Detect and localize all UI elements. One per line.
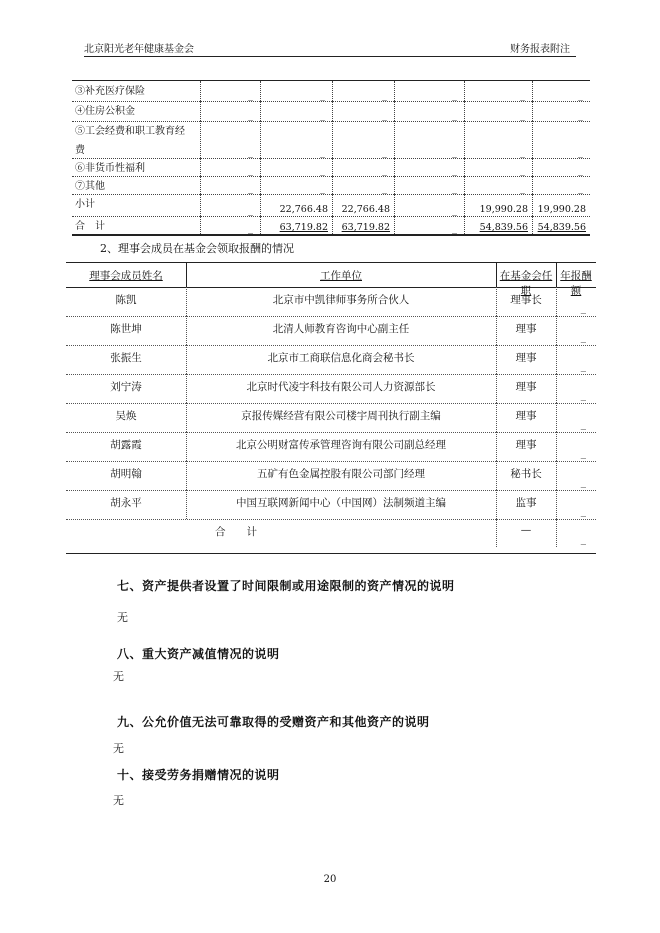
member-pay: _ [580, 505, 586, 517]
salary-detail-table [72, 80, 590, 234]
member-unit: 五矿有色金属控股有限公司部门经理 [257, 468, 425, 480]
table-row [66, 374, 596, 404]
table-cell: _ [520, 183, 525, 194]
table-cell: _ [320, 90, 325, 101]
section-8-body: 无 [113, 670, 124, 683]
table-cell: _ [452, 110, 457, 121]
section-2-title: 2、理事会成员在基金会领取报酬的情况 [100, 242, 294, 255]
table-row [72, 194, 590, 217]
total-row [66, 519, 596, 547]
table-cell: 22,766.48 [279, 204, 328, 215]
member-name: 陈凯 [115, 294, 137, 306]
member-name: 刘宁涛 [110, 381, 142, 393]
table-cell: _ [248, 90, 253, 101]
member-pay: _ [580, 447, 586, 459]
member-role: 理事 [515, 381, 537, 393]
table-row [72, 176, 590, 195]
table-cell: _ [382, 110, 387, 121]
member-name: 胡永平 [110, 497, 142, 509]
col-header-role: 在基金会任职 [499, 270, 553, 297]
table-cell: _ [520, 147, 525, 158]
table-cell: _ [382, 183, 387, 194]
member-pay: _ [580, 476, 586, 488]
member-pay: _ [580, 418, 586, 430]
board-members-table [66, 262, 596, 554]
row-label: 合 计 [75, 221, 105, 232]
member-role: 监事 [515, 497, 537, 509]
table-cell: 19,990.28 [479, 204, 528, 215]
member-unit: 北京时代凌宇科技有限公司人力资源部长 [246, 381, 436, 393]
page-header [84, 38, 576, 57]
member-name: 陈世坤 [110, 323, 142, 335]
table-header-row [66, 263, 596, 297]
table-cell: _ [320, 183, 325, 194]
section-9-title: 九、公允价值无法可靠取得的受赠资产和其他资产的说明 [117, 715, 430, 729]
member-pay: _ [580, 331, 586, 343]
table-cell: _ [520, 110, 525, 121]
section-8-title: 八、重大资产减值情况的说明 [117, 647, 280, 661]
total-label: 合 计 [215, 526, 257, 538]
table-cell: _ [382, 90, 387, 101]
table-row [66, 461, 596, 491]
table-cell: _ [452, 147, 457, 158]
member-role: 理事长 [510, 294, 542, 306]
table-cell: _ [382, 165, 387, 176]
section-10-title: 十、接受劳务捐赠情况的说明 [117, 768, 280, 782]
table-cell: 63,719.82 [341, 222, 390, 233]
table-cell: _ [452, 90, 457, 101]
table-cell: _ [520, 90, 525, 101]
row-label: ⑥非货币性福利 [75, 163, 145, 174]
member-unit: 北清人师教育咨询中心副主任 [272, 323, 410, 335]
section-7-title: 七、资产提供者设置了时间限制或用途限制的资产情况的说明 [117, 579, 455, 593]
table-cell: 63,719.82 [279, 222, 328, 233]
col-header-unit: 工作单位 [320, 270, 362, 282]
table-cell: _ [520, 165, 525, 176]
section-10-body: 无 [113, 794, 124, 807]
header-doc-title: 财务报表附注 [510, 44, 570, 55]
member-name: 吴焕 [115, 410, 137, 422]
table-cell: _ [248, 223, 253, 234]
member-role: 秘书长 [510, 468, 542, 480]
row-label: ④住房公积金 [75, 106, 135, 117]
table-cell: _ [578, 165, 583, 176]
member-role: 理事 [515, 439, 537, 451]
table-cell: _ [578, 183, 583, 194]
table-cell: _ [382, 147, 387, 158]
member-unit: 北京市工商联信息化商会秘书长 [267, 352, 415, 364]
table-cell: _ [578, 147, 583, 158]
table-cell: 19,990.28 [537, 204, 586, 215]
section-7-body: 无 [117, 611, 128, 624]
member-name: 胡明翰 [110, 468, 142, 480]
table-row [72, 121, 590, 159]
table-cell: 54,839.56 [537, 222, 586, 233]
member-unit: 北京公明财富传承管理咨询有限公司副总经理 [236, 439, 446, 451]
table-cell: _ [578, 90, 583, 101]
table-cell: 22,766.48 [341, 204, 390, 215]
table-row [72, 158, 590, 177]
member-name: 张振生 [110, 352, 142, 364]
table-cell: _ [452, 205, 457, 216]
member-role: 理事 [515, 410, 537, 422]
table-row [66, 403, 596, 433]
table-row [66, 345, 596, 375]
table-row [66, 490, 596, 520]
row-label: ⑦其他 [75, 181, 105, 192]
member-pay: _ [580, 360, 586, 372]
table-row [66, 287, 596, 317]
header-org-name: 北京阳光老年健康基金会 [84, 44, 194, 55]
table-row [66, 316, 596, 346]
member-role: 理事 [515, 352, 537, 364]
table-cell: _ [320, 165, 325, 176]
total-pay: _ [580, 533, 586, 545]
member-pay: _ [580, 302, 586, 314]
table-cell: _ [248, 147, 253, 158]
row-label: ③补充医疗保险 [75, 86, 145, 97]
table-cell: _ [452, 183, 457, 194]
member-role: 理事 [515, 323, 537, 335]
table-cell: _ [248, 165, 253, 176]
row-label: 小计 [75, 199, 95, 210]
table-row [72, 216, 590, 236]
table-cell: _ [578, 110, 583, 121]
col-header-name: 理事会成员姓名 [89, 270, 163, 282]
table-cell: _ [452, 223, 457, 234]
section-9-body: 无 [113, 742, 124, 755]
table-cell: 54,839.56 [479, 222, 528, 233]
table-row [66, 432, 596, 462]
member-unit: 中国互联网新闻中心（中国网）法制频道主编 [236, 497, 446, 509]
total-role: — [520, 524, 532, 536]
table-cell: _ [248, 205, 253, 216]
table-cell: _ [248, 183, 253, 194]
page-number: 20 [323, 874, 337, 885]
table-row [72, 101, 590, 122]
table-cell: _ [248, 110, 253, 121]
member-pay: _ [580, 389, 586, 401]
table-cell: _ [320, 110, 325, 121]
table-cell: _ [452, 165, 457, 176]
row-label: ⑤工会经费和职工教育经 [75, 126, 185, 137]
member-name: 胡露霞 [110, 439, 142, 451]
table-row [72, 81, 590, 102]
member-unit: 京报传媒经营有限公司楼宇周刊执行副主编 [241, 410, 441, 422]
table-cell: _ [320, 147, 325, 158]
member-unit: 北京市中凯律师事务所合伙人 [272, 294, 410, 306]
row-label-continued: 费 [75, 145, 85, 156]
col-header-pay: 年报酬额 [560, 270, 592, 297]
